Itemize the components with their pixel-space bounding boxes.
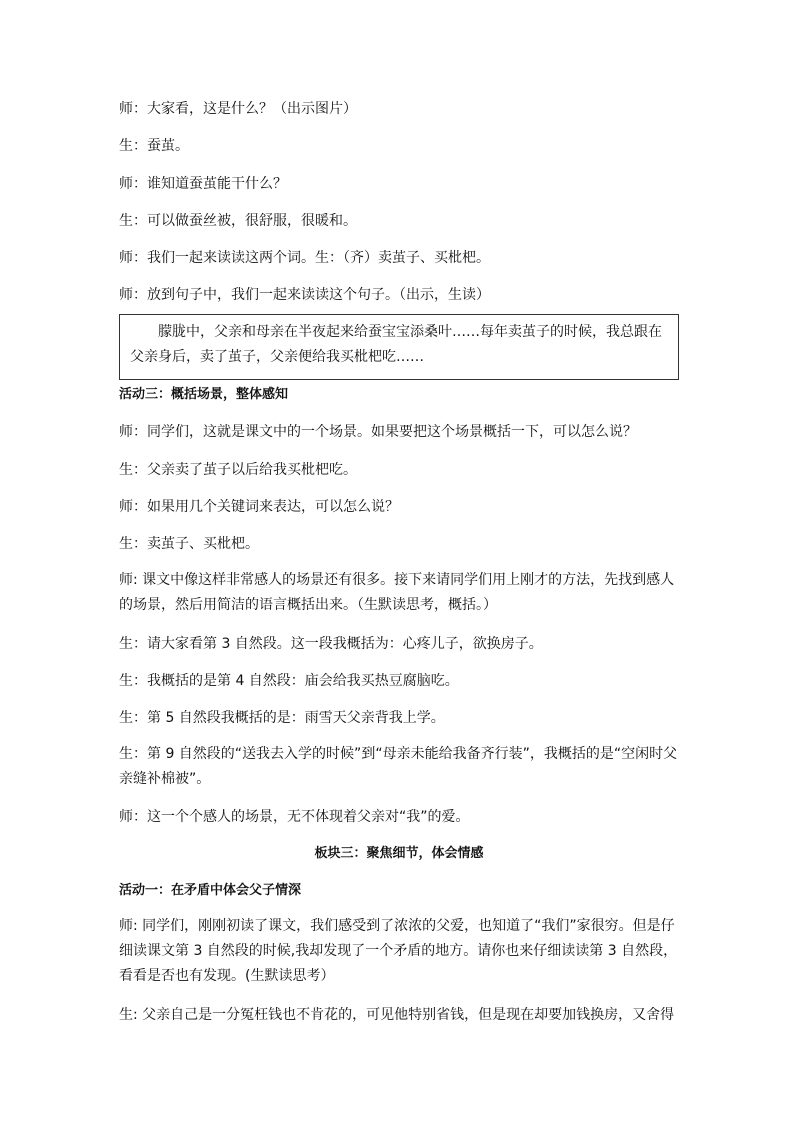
paragraph-p9: 生：第 9 自然段的“送我去入学的时候”到“母亲未能给我备齐行装”，我概括的是“空闲时父亲缝补棉被”。 [119,746,678,787]
section-heading: 板块三：聚焦细节，体会情感 [314,846,484,861]
dialogue-line: 师：大家看，这是什么？（出示图片） [119,101,357,117]
dialogue-line: 生：第 5 自然段我概括的是：雨雪天父亲背我上学。 [119,710,445,726]
dialogue-line: 师：放到句子中，我们一起来读读这个句子。（出示，生读） [119,287,490,303]
dialogue-line: 生：蚕茧。 [119,138,189,154]
dialogue-line: 生：可以做蚕丝被，很舒服，很暖和。 [119,213,357,229]
dialogue-line: 生：父亲卖了茧子以后给我买枇杷吃。 [119,462,357,478]
dialogue-line: 生：卖茧子、买枇杷。 [119,536,259,552]
activity-heading: 活动三：概括场景，整体感知 [119,387,289,402]
paragraph-scene: 师: 课文中像这样非常感人的场景还有很多。接下来请同学们用上刚才的方法，先找到感人的场景，然后用简洁的语言概括出来。（生默读思考，概括。） [119,572,675,613]
paragraph-contradiction: 师: 同学们，刚刚初读了课文，我们感受到了浓浓的父爱，也知道了“我们”家很穷。但是仔细读课文第 3 自然段的时候,我却发现了一个矛盾的地方。请你也来仔细读读第 3 自然段，看看是否也有发现。(生默读思考） [119,918,678,984]
dialogue-line: 师：谁知道蚕茧能干什么？ [119,176,287,192]
dialogue-line: 师：这一个个感人的场景，无不体现着父亲对“我”的爱。 [119,809,470,825]
dialogue-line: 生：我概括的是第 4 自然段：庙会给我买热豆腐脑吃。 [119,673,459,689]
dialogue-line: 师：我们一起来读读这两个词。生：（齐）卖茧子、买枇杷。 [119,250,490,266]
quote-text: 朦胧中，父亲和母亲在半夜起来给蚕宝宝添桑叶……每年卖茧子的时候，我总跟在父亲身后，卖了茧子，父亲便给我买枇杷吃…… [130,324,662,365]
dialogue-line: 师：同学们，这就是课文中的一个场景。如果要把这个场景概括一下，可以怎么说？ [119,424,637,440]
dialogue-line: 生：请大家看第 3 自然段。这一段我概括为：心疼儿子，欲换房子。 [119,636,543,652]
dialogue-line: 师：如果用几个关键词来表达，可以怎么说？ [119,499,399,515]
quote-box [119,314,679,380]
dialogue-line: 生: 父亲自己是一分冤枉钱也不肯花的，可见他特别省钱，但是现在却要加钱换房，又舍得 [119,1007,675,1023]
activity-heading: 活动一：在矛盾中体会父子情深 [119,883,302,898]
